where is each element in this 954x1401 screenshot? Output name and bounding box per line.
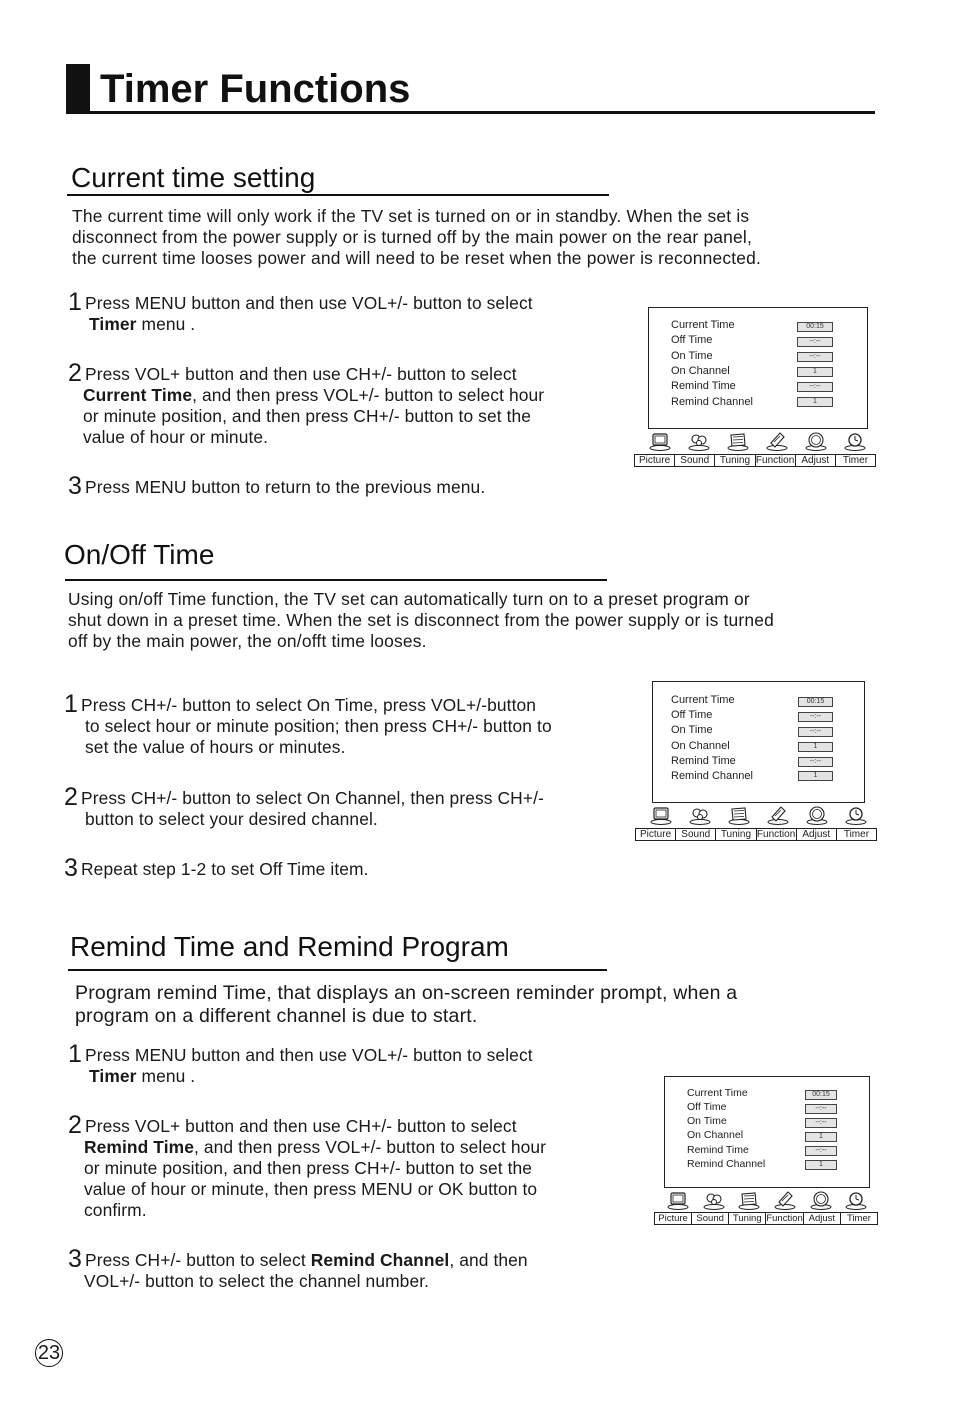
section2-step-2 <box>64 783 544 830</box>
section-heading-on-off-time: On/Off Time <box>64 539 215 570</box>
value-box: 00:15 <box>797 322 833 332</box>
menu-item-on-time: On Time <box>671 724 713 736</box>
menu-item-on-time: On Time <box>671 350 713 362</box>
menu-item-current-time: Current Time <box>687 1087 748 1099</box>
tab-tuning[interactable]: Tuning <box>716 829 756 840</box>
menu-tab-bar <box>635 828 877 841</box>
menu-icon-row <box>641 805 875 829</box>
menu-item-off-time: Off Time <box>687 1101 727 1113</box>
section-rule <box>65 579 607 581</box>
step-text: Press VOL+ button and then use CH+/- button to select <box>85 364 517 384</box>
step-text: confirm. <box>84 1200 147 1220</box>
step-text: Press CH+/- button to select On Channel, then press CH+/- <box>81 788 544 808</box>
title-rule <box>66 111 875 114</box>
menu-item-off-time: Off Time <box>671 334 713 346</box>
section-heading-remind-time: Remind Time and Remind Program <box>70 931 509 962</box>
step-keyword: Remind Time <box>84 1137 194 1157</box>
sound-icon[interactable] <box>703 1190 725 1210</box>
step-keyword: Current Time <box>83 385 193 405</box>
step-text: value of hour or minute. <box>83 427 269 447</box>
tab-sound[interactable]: Sound <box>675 455 715 466</box>
menu-item-remind-channel: Remind Channel <box>671 396 753 408</box>
menu-tab-bar <box>654 1212 878 1225</box>
value-box: 00:15 <box>805 1090 837 1100</box>
step-text: Press CH+/- button to select On Time, press VOL+/-button <box>81 695 537 715</box>
section-rule <box>67 194 609 196</box>
menu-item-remind-channel: Remind Channel <box>671 770 753 782</box>
value-box: 1 <box>797 397 833 407</box>
tab-adjust[interactable]: Adjust <box>797 829 837 840</box>
step-text: menu . <box>136 1066 196 1086</box>
step-keyword: Timer <box>89 314 137 334</box>
menu-item-on-channel: On Channel <box>671 365 730 377</box>
tab-function[interactable]: Function <box>756 829 796 840</box>
step-number: 3 <box>68 472 83 500</box>
step-text: VOL+/- button to select the channel number. <box>84 1271 430 1291</box>
timer-menu-screen <box>664 1076 870 1188</box>
sound-icon[interactable] <box>689 805 711 825</box>
page-title: Timer Functions <box>100 67 411 111</box>
menu-item-remind-time: Remind Time <box>671 755 736 767</box>
section3-step-1 <box>68 1040 533 1087</box>
tab-sound[interactable]: Sound <box>676 829 716 840</box>
value-box: --:-- <box>805 1104 837 1114</box>
paragraph-line: the current time looses power and will need to be reset when the power is reconnected. <box>72 248 762 268</box>
value-box: --:-- <box>798 712 833 722</box>
step-number: 3 <box>64 854 79 882</box>
step-text: Press CH+/- button to select <box>85 1250 311 1270</box>
paragraph-line: The current time will only work if the TV set is turned on or in standby. When the set is <box>72 206 750 226</box>
title-bar-marker <box>66 64 90 114</box>
value-box: --:-- <box>805 1146 837 1156</box>
value-box: --:-- <box>797 352 833 362</box>
step-text: Repeat step 1-2 to set Off Time item. <box>81 859 369 879</box>
value-box: --:-- <box>805 1118 837 1128</box>
paragraph-line: program on a different channel is due to start. <box>75 1005 478 1027</box>
step-text: Press MENU button and then use VOL+/- button to select <box>85 293 533 313</box>
adjust-icon[interactable] <box>810 1190 832 1210</box>
page-number: 23 <box>35 1339 63 1367</box>
step-number: 1 <box>68 288 83 316</box>
section3-paragraph <box>75 982 737 1028</box>
tab-function[interactable]: Function <box>766 1213 803 1224</box>
step-number: 2 <box>68 1111 83 1139</box>
value-box: 1 <box>805 1160 837 1170</box>
timer-icon[interactable] <box>845 805 867 825</box>
paragraph-line: off by the main power, the on/offt time looses. <box>68 631 427 651</box>
section1-step-3 <box>68 472 486 500</box>
timer-menu-screen <box>648 307 868 429</box>
tab-function[interactable]: Function <box>755 455 795 466</box>
picture-icon[interactable] <box>650 805 672 825</box>
sound-icon[interactable] <box>688 431 710 451</box>
value-box: 1 <box>805 1132 837 1142</box>
menu-item-remind-channel: Remind Channel <box>687 1158 766 1170</box>
step-text: set the value of hours or minutes. <box>85 737 346 757</box>
function-icon[interactable] <box>766 431 788 451</box>
step-number: 1 <box>68 1040 83 1068</box>
picture-icon[interactable] <box>649 431 671 451</box>
step-keyword: Remind Channel <box>310 1250 450 1270</box>
menu-icon-row <box>640 431 874 455</box>
menu-item-current-time: Current Time <box>671 694 735 706</box>
step-text: Press VOL+ button and then use CH+/- button to select <box>85 1116 517 1136</box>
tuning-icon[interactable] <box>738 1190 760 1210</box>
tab-timer[interactable]: Timer <box>846 1213 871 1224</box>
paragraph-line: Using on/off Time function, the TV set can automatically turn on to a preset program or <box>68 589 750 609</box>
picture-icon[interactable] <box>667 1190 689 1210</box>
value-box: 1 <box>798 742 833 752</box>
menu-tab-bar <box>634 454 876 467</box>
tab-timer[interactable]: Timer <box>842 455 869 466</box>
step-text: , and then press VOL+/- button to select hour <box>193 1137 547 1157</box>
tab-tuning[interactable]: Tuning <box>715 455 755 466</box>
step-text: , and then <box>449 1250 528 1270</box>
step-text: button to select your desired channel. <box>85 809 378 829</box>
step-text: value of hour or minute, then press MENU or OK button to <box>84 1179 538 1199</box>
tab-sound[interactable]: Sound <box>692 1213 729 1224</box>
menu-item-on-channel: On Channel <box>687 1129 744 1141</box>
step-text: Press MENU button to return to the previous menu. <box>85 477 486 497</box>
tab-picture[interactable]: Picture <box>635 455 675 466</box>
section3-step-2 <box>68 1111 547 1221</box>
tab-picture[interactable]: Picture <box>636 829 676 840</box>
step-keyword: Timer <box>89 1066 137 1086</box>
adjust-icon[interactable] <box>806 805 828 825</box>
value-box: --:-- <box>797 337 833 347</box>
tab-timer[interactable]: Timer <box>843 829 870 840</box>
step-number: 1 <box>64 690 79 718</box>
step-text: or minute position, and then press CH+/- button to set the <box>83 406 532 426</box>
paragraph-line: disconnect from the power supply or is turned off by the main power on the rear panel, <box>72 227 753 247</box>
menu-item-remind-time: Remind Time <box>687 1144 749 1156</box>
timer-icon[interactable] <box>844 431 866 451</box>
step-number: 2 <box>64 783 79 811</box>
menu-item-on-channel: On Channel <box>671 740 730 752</box>
step-text: Press MENU button and then use VOL+/- button to select <box>85 1045 533 1065</box>
timer-menu-screen <box>652 681 865 803</box>
tab-adjust[interactable]: Adjust <box>804 1213 841 1224</box>
step-text: menu . <box>136 314 196 334</box>
menu-item-off-time: Off Time <box>671 709 713 721</box>
section1-paragraph <box>72 206 761 269</box>
step-text: , and then press VOL+/- button to select hour <box>192 385 545 405</box>
value-box: 00:15 <box>798 697 833 707</box>
tab-tuning[interactable]: Tuning <box>729 1213 766 1224</box>
timer-icon[interactable] <box>845 1190 867 1210</box>
tab-adjust[interactable]: Adjust <box>796 455 836 466</box>
tuning-icon[interactable] <box>728 805 750 825</box>
section-heading-current-time: Current time setting <box>71 162 316 193</box>
tab-picture[interactable]: Picture <box>655 1213 692 1224</box>
function-icon[interactable] <box>767 805 789 825</box>
value-box: 1 <box>797 367 833 377</box>
section2-step-1 <box>64 690 552 758</box>
menu-item-remind-time: Remind Time <box>671 380 736 392</box>
menu-icon-row <box>660 1190 874 1212</box>
value-box: --:-- <box>797 382 833 392</box>
menu-item-on-time: On Time <box>687 1115 727 1127</box>
section-rule <box>68 969 607 971</box>
function-icon[interactable] <box>774 1190 796 1210</box>
adjust-icon[interactable] <box>805 431 827 451</box>
section2-paragraph <box>68 589 774 652</box>
value-box: --:-- <box>798 727 833 737</box>
section2-step-3 <box>64 854 369 882</box>
section1-step-2 <box>68 359 545 448</box>
menu-item-current-time: Current Time <box>671 319 735 331</box>
step-number: 3 <box>68 1245 83 1273</box>
paragraph-line: shut down in a preset time. When the set is disconnect from the power supply or is turned <box>68 610 775 630</box>
step-text: or minute position, and then press CH+/- button to set the <box>84 1158 533 1178</box>
value-box: 1 <box>798 771 833 781</box>
step-number: 2 <box>68 359 83 387</box>
section1-step-1 <box>68 288 533 335</box>
tuning-icon[interactable] <box>727 431 749 451</box>
value-box: --:-- <box>798 757 833 767</box>
section3-step-3 <box>68 1245 528 1292</box>
step-text: to select hour or minute position; then press CH+/- button to <box>85 716 552 736</box>
paragraph-line: Program remind Time, that displays an on-screen reminder prompt, when a <box>75 982 738 1004</box>
